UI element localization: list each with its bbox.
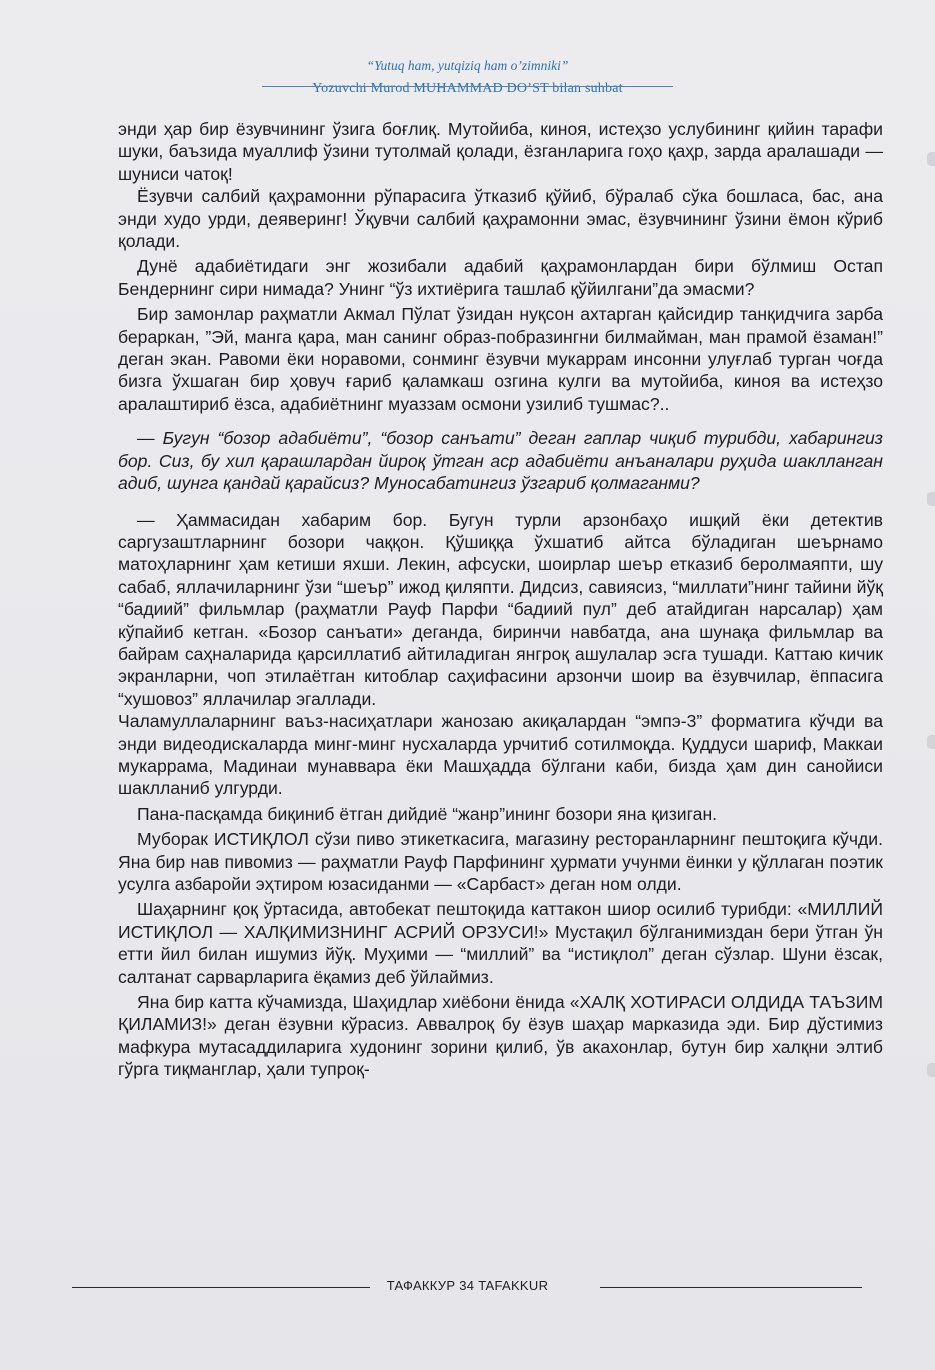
paragraph: энди ҳар бир ёзувчининг ўзига боғлиқ. Мутойиба, киноя, истеҳзо услубининг қийин тарафи шуки, баъзида муаллиф ўзини тутолмай қолади, ёзганларига гоҳо қаҳр, зарда аралашади — шуниси чатоқ! [118,119,883,184]
binding-hole [927,492,935,506]
footer-rule-right [600,1287,862,1288]
paragraph: Ёзувчи салбий қаҳрамонни рўпарасига ўтказиб қўйиб, бўралаб сўка бошласа, бас, ана энди худо урди, деяверинг! Ўқувчи салбий қаҳрамонни эмас, ёзувчининг ўзини ёмон кўриб қолади. [118,186,883,252]
running-header [0,58,935,97]
footer-label: ТАФАККУР 34 TAFAKKUR [386,1278,549,1293]
series-title: “Yutuq ham, yutqiziq ham o’zimniki” [366,58,569,73]
interview-subtitle: Yozuvchi Murod MUHAMMAD DO’ST bilan suhbat [312,81,623,96]
page-footer [0,1276,935,1300]
paragraph: Шаҳарнинг қоқ ўртасида, автобекат пештоқида каттакон шиор осилиб турибди: «МИЛЛИЙ ИСТИҚЛОЛ — ХАЛҚИМИЗНИНГ АСРИЙ ОРЗУСИ!» Мустақил бўлганимиздан бери ўтган ўн етти йил билан ишумиз йўқ. Муҳими — “миллий” ва “истиқлол” деган сўзлар. Шуни ёзсак, салтанат сарварларига ёқамиз деб ўйлаймиз. [118,899,883,987]
header-rule [262,86,673,87]
interview-answer: — Ҳаммасидан хабарим бор. Бугун турли арзонбаҳо ишқий ёки детектив саргузаштларнинг бозори чаққон. Қўшиққа ўхшатиб айтса бўладиган шеърнамо матоҳларнинг ҳам кетиши яхши. Лекин, афсуски, шоирлар шеър етказиб беролмаяпти, шу сабаб, яллачиларнинг ўзи “шеър” ижод қиляпти. Дидсиз, савиясиз, “миллати”нинг тайини йўқ “бадиий” фильмлар (раҳматли Рауф Парфи “бадиий пул” деб атайдиган нарсалар) ҳам кўпайиб кетган. «Бозор санъати» деганда, биринчи навбатда, ана шунақа фильмлар ва байрам саҳналарида қарсиллатиб айтиладиган янгроқ ашулалар эсга тушади. Каттаю кичик экранларни, чоп этилаётган китоблар саҳифасини арзончи шоир ва ёзувчилар, ёппасига “хушовоз” яллачилар эгаллади. [118,509,883,709]
paragraph: Дунё адабиётидаги энг жозибали адабий қаҳрамонлардан бири бўлмиш Остап Бендернинг сири нимада? Унинг “ўз ихтиёрига ташлаб қўйилгани”да эмасми? [118,256,883,299]
article-body [118,118,883,1081]
paragraph: Чаламуллаларнинг ваъз-насиҳатлари жанозаю акиқалардан “эмпэ-3” форматига кўчди ва энди видеодискаларда минг-минг нусхаларда урчитиб сотилмоқда. Қуддуси шариф, Маккаи мукаррама, Мадинаи мунаввара ёки Машҳадда бўлгани каби, бизда ҳам дин санойиси шаклланиб улгурди. [118,711,883,799]
binding-hole [927,735,935,749]
binding-hole [927,1063,935,1077]
binding-hole [927,152,935,166]
paragraph: Бир замонлар раҳматли Акмал Пўлат ўзидан нуқсон ахтарган қайсидир танқидчига зарба бераркан, ”Эй, манга қара, ман санинг образ-побразингни билмайман, ман прамой ёзаман!” деган экан. Равоми ёки норавоми, сонминг ёзувчи мукаррам инсонни улуғлаб турган чоғда бизга ўхшаган бир ҳовуч ғариб қаламкаш озгина кулги ва мутойиба, киноя ва истеҳзо аралаштириб ёзса, адабиётнинг муаззам осмони узилиб тушмас?.. [118,304,883,414]
paragraph: Яна бир катта кўчамизда, Шаҳидлар хиёбони ёнида «ХАЛҚ ХОТИРАСИ ОЛДИДА ТАЪЗИМ ҚИЛАМИЗ!» деган ёзувни кўрасиз. Аввалроқ бу ёзув шаҳар марказида эди. Бир дўстимиз мафкура мутасаддиларига худонинг зорини қилиб, ўв акахонлар, бутун бир халқни элтиб гўрга тиқманглар, ҳали тупроқ- [118,992,883,1080]
interview-question: — Бугун “бозор адабиёти”, “бозор санъати” деган гаплар чиқиб турибди, хабарингиз бор. Сиз, бу хил қарашлардан йироқ ўтган аср адабиёти анъаналари руҳида шаклланган адиб, шунга қандай қарайсиз? Муносабатингиз ўзгариб қолмаганми? [118,428,883,494]
paragraph: Пана-пасқамда биқиниб ётган дийдиё “жанр”ининг бозори яна қизиган. [137,803,718,824]
paragraph: Муборак ИСТИҚЛОЛ сўзи пиво этикеткасига, магазину ресторанларнинг пештоқига кўчди. Яна бир нав пивомиз — раҳматли Рауф Парфининг ҳурмати учунми ёинки у қўллаган поэтик усулга азбаройи эҳтиром юзасиданми — «Сарбаст» деган ном олди. [118,829,883,894]
